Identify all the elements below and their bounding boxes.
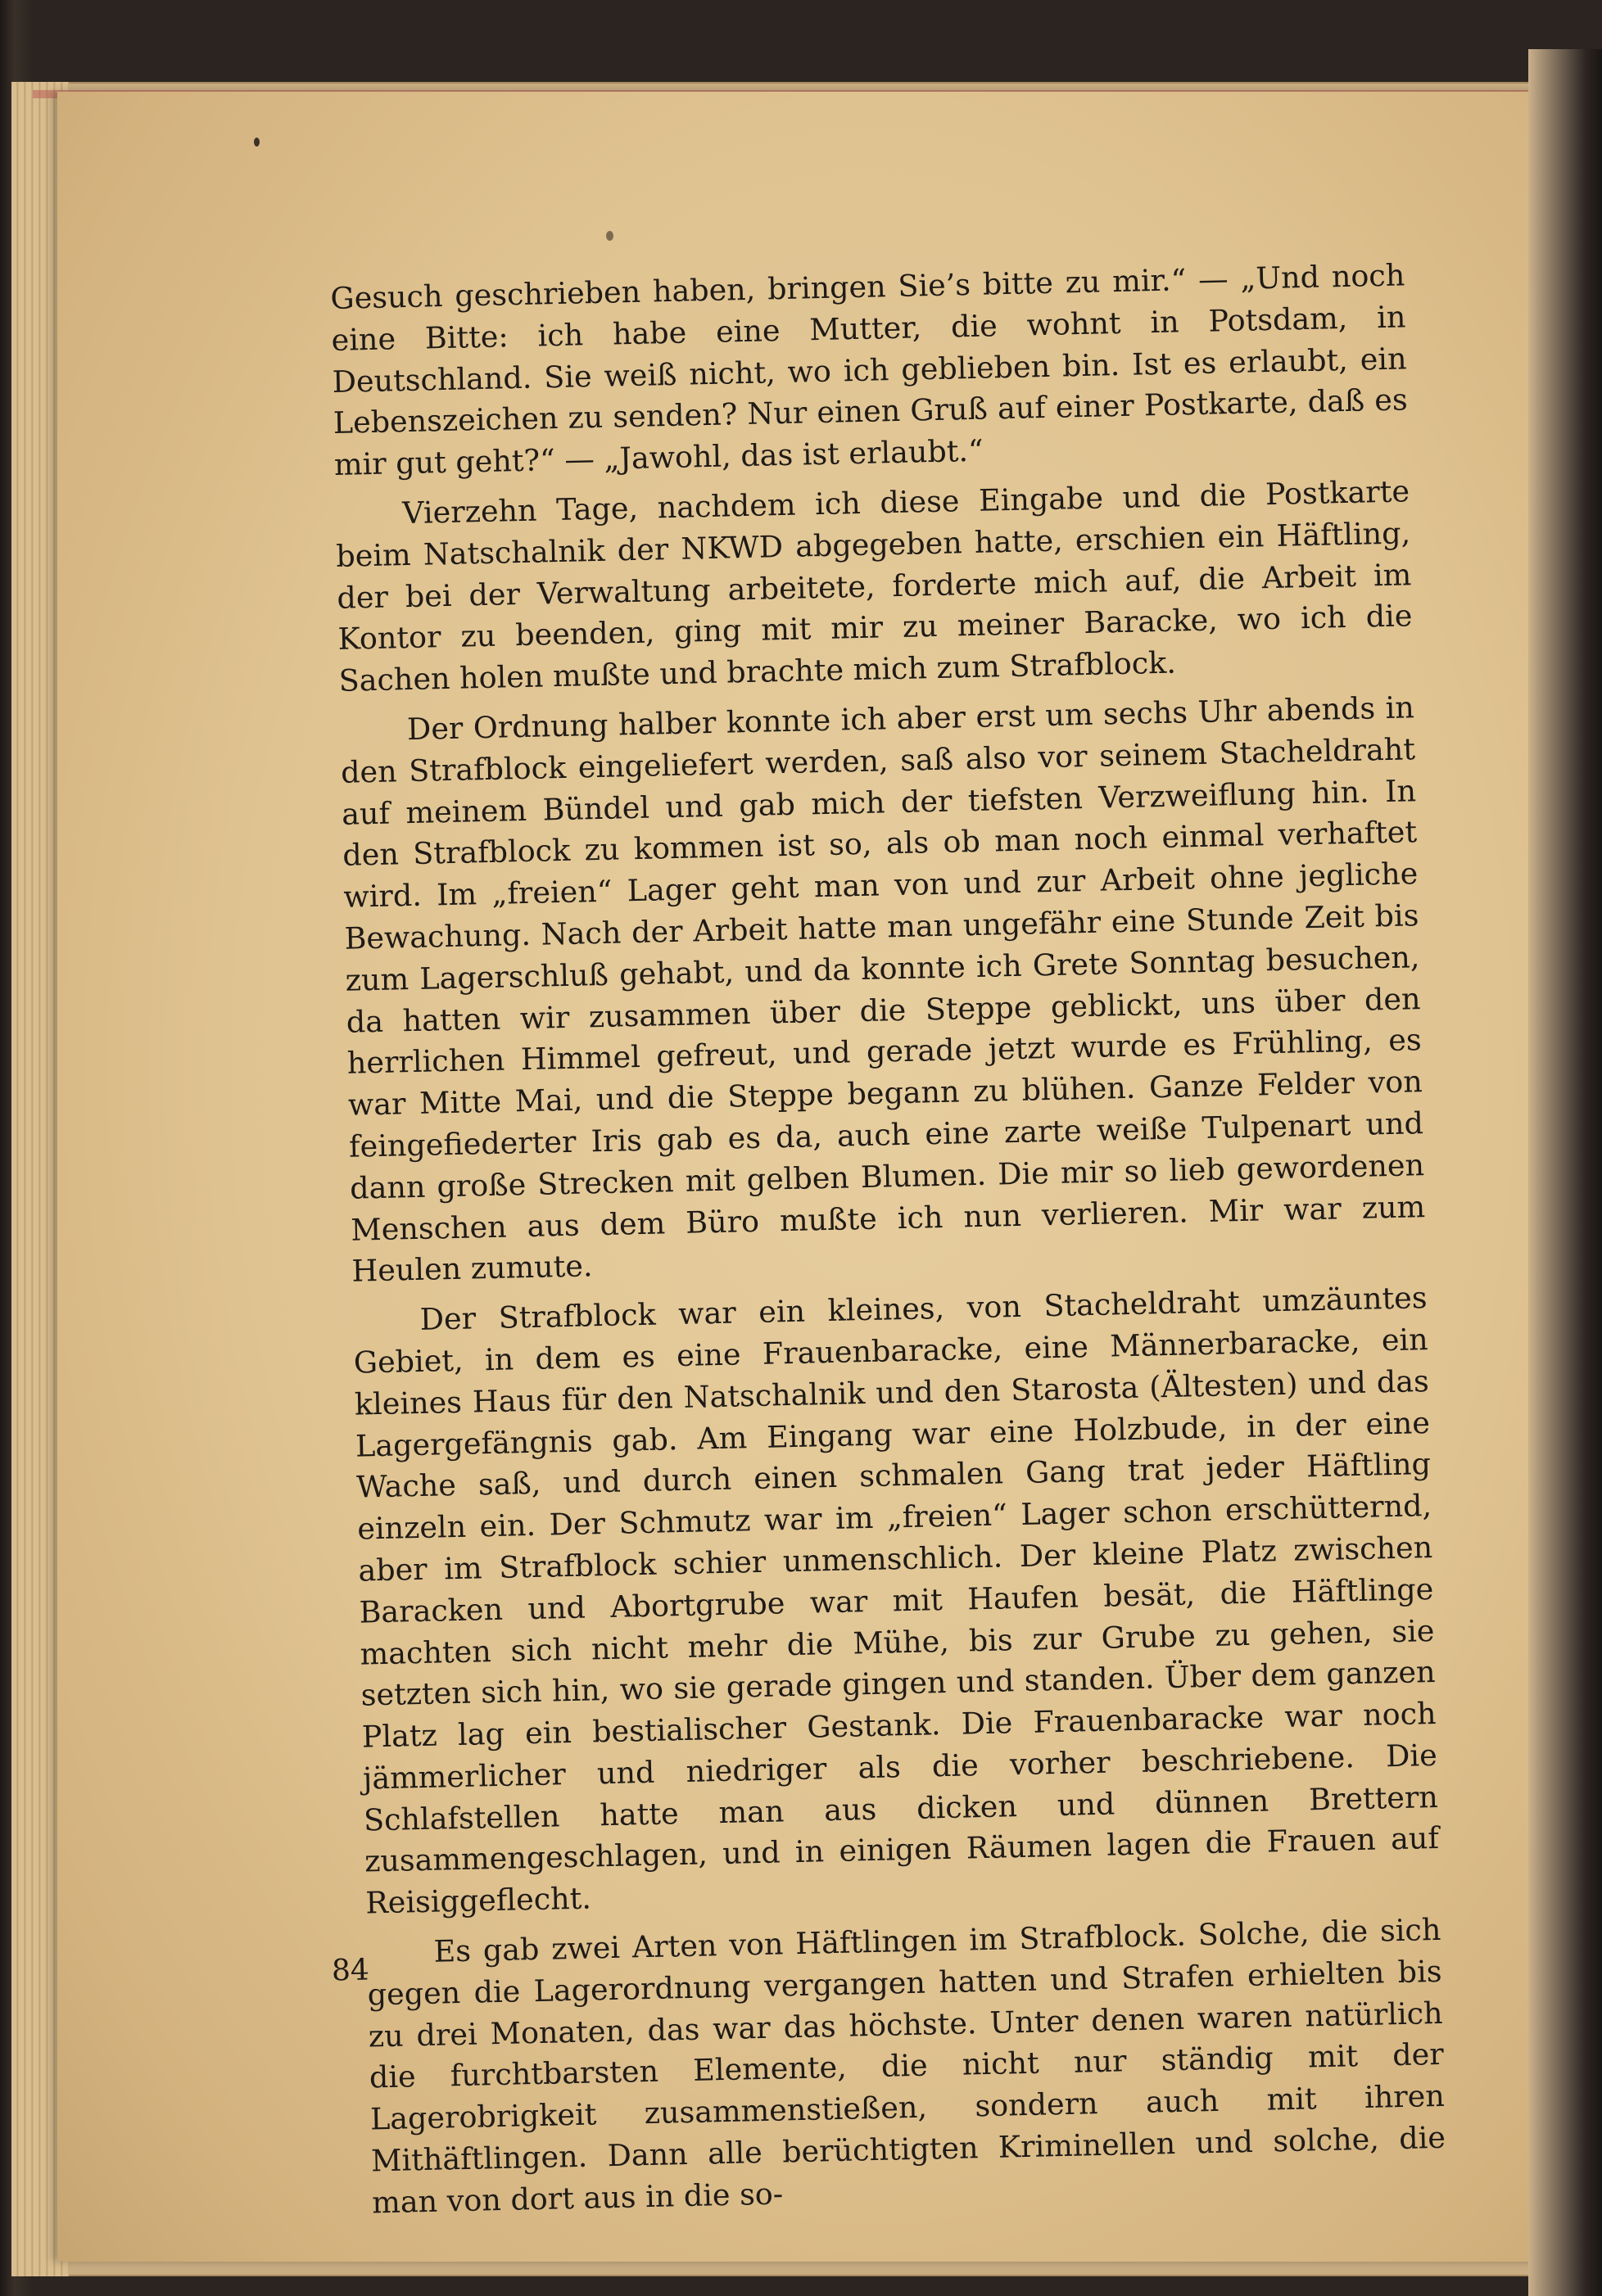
book-gutter bbox=[1528, 49, 1602, 2296]
paragraph: Es gab zwei Arten von Häftlingen im Strafblock. Solche, die sich gegen die Lagerordnung vergangen hatten und Strafen erhielten bis zu drei Monaten, das war das höchste. Unter denen waren natürlich die furchtbarsten Elemente, die nicht nur ständig mit der Lagerobrigkeit zusammenstießen, sondern auch mit ihren Mithäftlingen. Dann alle berüchtigten Kriminellen und solche, die man von dort aus in die so- bbox=[367, 1911, 1446, 2221]
paragraph: Der Ordnung halber konnte ich aber erst um sechs Uhr abends in den Strafblock eingeliefert werden, saß also vor seinem Stacheldraht auf meinem Bündel und gab mich der tiefsten Verzweiflung hin. In den Strafblock zu kommen ist so, als ob man noch einmal verhaftet wird. Im „freien“ Lager geht man von und zur Arbeit ohne jegliche Bewachung. Nach der Arbeit hatte man ungefähr eine Stunde Zeit bis zum Lagerschluß gehabt, und da konnte ich Grete Sonntag besuchen, da hatten wir zusammen über die Steppe geblickt, uns über den herrlichen Himmel gefreut, und gerade jetzt wurde es Frühling, es war Mitte Mai, und die Steppe begann zu blühen. Ganze Felder von feingefiederter Iris gab es da, auch eine zarte weiße Tulpenart und dann große Strecken mit gelben Blumen. Die mir so lieb gewordenen Menschen aus dem Büro mußte ich nun verlieren. Mir war zum Heulen zumute. bbox=[340, 689, 1426, 1290]
page-number: 84 bbox=[331, 1953, 370, 1988]
paragraph: Vierzehn Tage, nachdem ich diese Eingabe und die Postkarte beim Natschalnik der NKWD abgegeben hatte, erschien ein Häftling, der bei der Verwaltung arbeitete, forderte mich auf, die Arbeit im Kontor zu beenden, ging mit mir zu meiner Baracke, wo ich die Sachen holen mußte und brachte mich zum Strafblock. bbox=[335, 473, 1413, 699]
paragraph: Gesuch geschrieben haben, bringen Sie’s bitte zu mir.“ — „Und noch eine Bitte: ich habe eine Mutter, die wohnt in Potsdam, in Deutschland. Sie weiß nicht, wo ich geblieben bin. Ist es erlaubt, ein Lebenszeichen zu senden? Nur einen Gruß auf einer Postkarte, daß es mir gut geht?“ — „Jawohl, das ist erlaubt.“ bbox=[330, 257, 1409, 483]
paragraph: Der Strafblock war ein kleines, von Stacheldraht umzäuntes Gebiet, in dem es eine Frauenbaracke, eine Männerbaracke, ein kleines Haus für den Natschalnik und den Starosta (Ältesten) und das Lagergefängnis gab. Am Eingang war eine Holzbude, in der eine Wache saß, und durch einen schmalen Gang trat jeder Häftling einzeln ein. Der Schmutz war im „freien“ Lager schon erschütternd, aber im Strafblock schier unmenschlich. Der kleine Platz zwischen Baracken und Abortgrube war mit Haufen besät, die Häftlinge machten sich nicht mehr die Mühe, bis zur Grube zu gehen, sie setzten sich hin, wo sie gerade gingen und standen. Über dem ganzen Platz lag ein bestialischer Gestank. Die Frauenbaracke war noch jämmerlicher und niedriger als die vorher beschriebene. Die Schlafstellen hatte man aus dicken und dünnen Brettern zusammengeschlagen, und in einigen Räumen lagen die Frauen auf Reisiggeflecht. bbox=[353, 1280, 1440, 1921]
ink-speck bbox=[606, 231, 613, 241]
ink-speck bbox=[254, 138, 260, 147]
body-text bbox=[330, 255, 1447, 2232]
